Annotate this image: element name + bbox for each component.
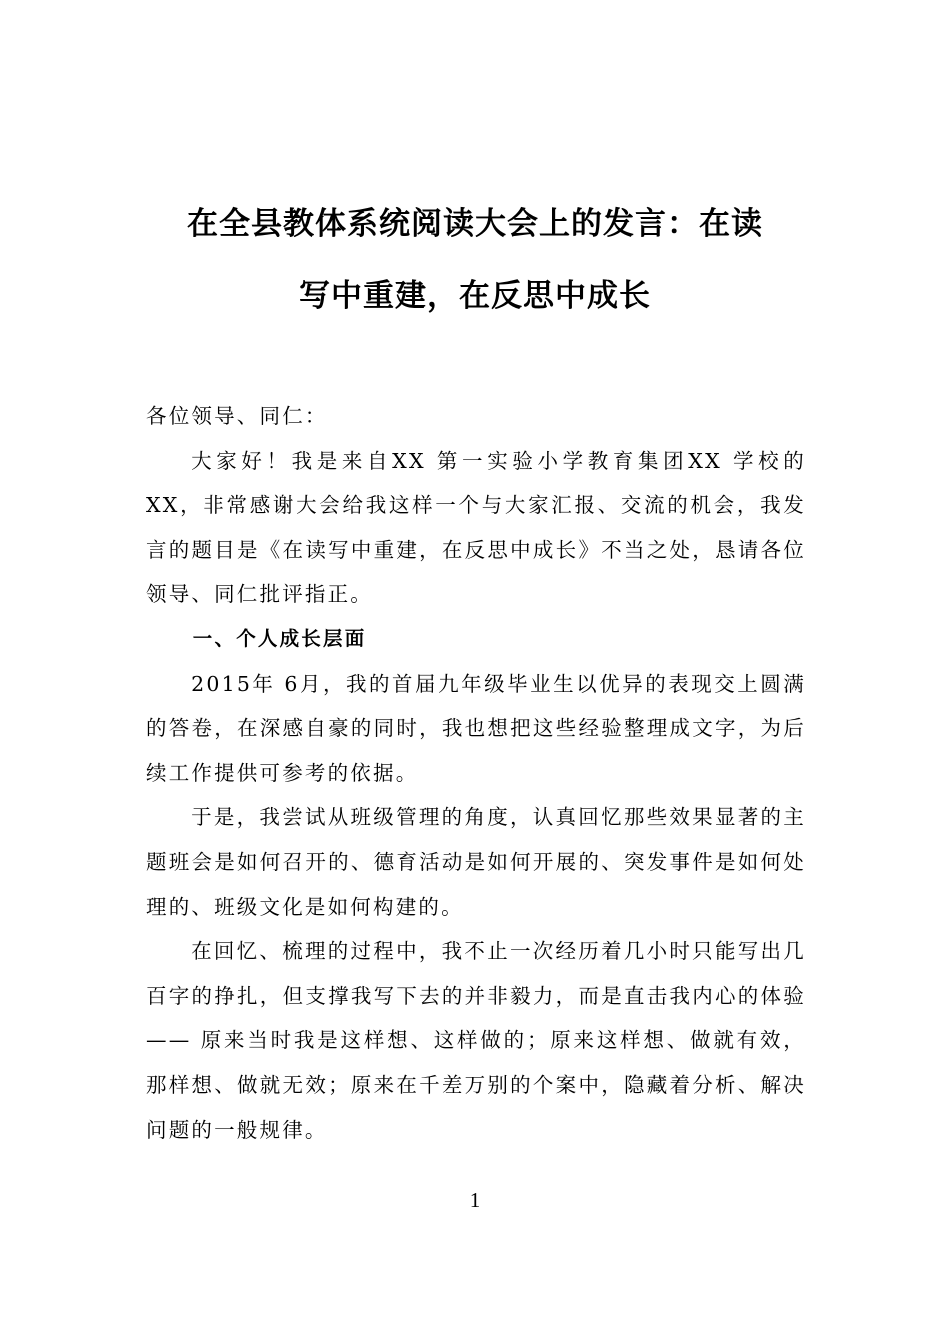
paragraph-2015: 2015年 6月，我的首届九年级毕业生以优异的表现交上圆满的答卷，在深感自豪的同时，我也想把这些经验整理成文字，为后续工作提供可参考的依据。 <box>146 671 806 785</box>
title-line-1: 在全县教体系统阅读大会上的发言：在读 <box>187 206 763 242</box>
paragraph-greeting: 大家好！我是来自XX 第一实验小学教育集团XX 学校的XX，非常感谢大会给我这样一个与大家汇报、交流的机会，我发言的题目是《在读写中重建，在反思中成长》不当之处，恳请各位领导、同仁批评指正。 <box>146 448 806 607</box>
paragraph-reflection: 在回忆、梳理的过程中，我不止一次经历着几小时只能写出几百字的挣扎，但支撑我写下去的并非毅力，而是直击我内心的体验 —— 原来当时我是这样想、这样做的；原来这样想、做就有效，那样想、做就无效；原来在千差万别的个案中，隐藏着分析、解决问题的一般规律。 <box>146 939 806 1142</box>
section-heading: 一、个人成长层面 <box>192 626 367 650</box>
paragraph-class-management: 于是，我尝试从班级管理的角度，认真回忆那些效果显著的主题班会是如何召开的、德育活动是如何开展的、突发事件是如何处理的、班级文化是如何构建的。 <box>146 805 806 919</box>
title-line-2: 写中重建，在反思中成长 <box>299 278 651 314</box>
document-title <box>145 188 805 332</box>
document-body <box>146 394 806 1152</box>
salutation: 各位领导、同仁： <box>146 404 328 428</box>
page-number: 1 <box>469 1188 481 1212</box>
